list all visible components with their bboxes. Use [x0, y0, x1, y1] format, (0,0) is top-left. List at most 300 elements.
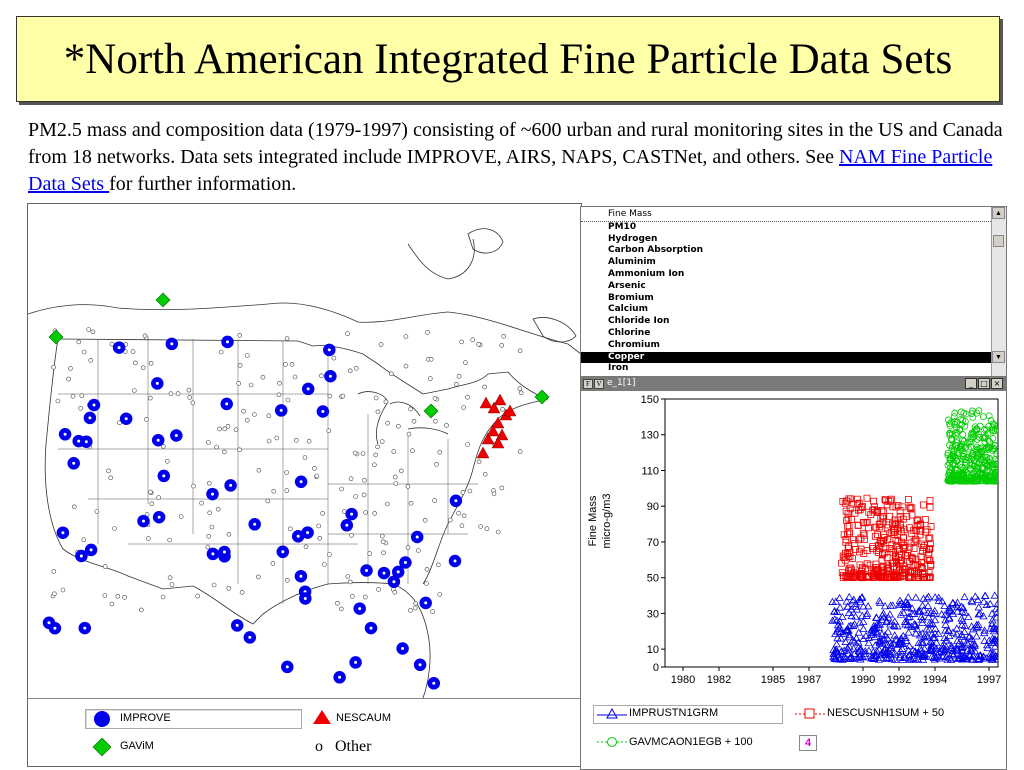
other-site-marker[interactable]	[372, 463, 376, 467]
y-tick-label: 150	[640, 394, 659, 406]
other-site-marker[interactable]	[188, 395, 192, 399]
other-site-marker[interactable]	[267, 414, 271, 418]
other-site-marker[interactable]	[377, 587, 381, 591]
other-site-marker[interactable]	[350, 533, 354, 537]
other-site-marker[interactable]	[200, 501, 204, 505]
other-site-marker[interactable]	[109, 476, 113, 480]
y-tick-label: 10	[646, 644, 659, 657]
improve-site-center	[83, 627, 86, 630]
other-site-marker[interactable]	[346, 575, 350, 579]
other-site-marker[interactable]	[71, 394, 75, 398]
other-site-marker[interactable]	[245, 354, 249, 358]
gavim-site-marker[interactable]	[535, 390, 549, 404]
other-site-marker[interactable]	[468, 489, 472, 493]
other-site-marker[interactable]	[146, 537, 150, 541]
other-site-marker[interactable]	[393, 590, 397, 594]
other-site-marker[interactable]	[133, 361, 137, 365]
other-site-marker[interactable]	[218, 427, 222, 431]
gavim-site-marker[interactable]	[156, 293, 170, 307]
hudson-bay	[408, 239, 474, 279]
other-site-marker[interactable]	[463, 361, 467, 365]
x-tick-label: 1982	[706, 674, 732, 686]
other-site-marker[interactable]	[374, 453, 378, 457]
parameter-list[interactable]	[580, 206, 1007, 378]
other-site-marker[interactable]	[318, 536, 322, 540]
newfoundland	[533, 318, 576, 342]
nescaum-site-marker[interactable]	[480, 397, 492, 408]
other-site-marker[interactable]	[353, 451, 357, 455]
scroll-up-icon[interactable]: ▲	[992, 207, 1005, 219]
other-site-marker[interactable]	[80, 394, 84, 398]
other-site-marker[interactable]	[294, 438, 298, 442]
other-site-marker[interactable]	[327, 429, 331, 433]
other-site-marker[interactable]	[132, 389, 136, 393]
other-site-marker[interactable]	[91, 330, 95, 334]
other-site-marker[interactable]	[79, 406, 83, 410]
other-site-marker[interactable]	[169, 392, 173, 396]
maximize-button[interactable]: □	[978, 378, 990, 389]
other-site-marker[interactable]	[462, 514, 466, 518]
other-site-marker[interactable]	[139, 608, 143, 612]
minimize-button[interactable]: _	[965, 378, 977, 389]
other-site-marker[interactable]	[285, 578, 289, 582]
other-site-marker[interactable]	[457, 511, 461, 515]
list-scrollbar[interactable]	[991, 207, 1006, 377]
close-button[interactable]: ×	[991, 378, 1003, 389]
other-site-marker[interactable]	[350, 594, 354, 598]
other-site-marker[interactable]	[176, 392, 180, 396]
other-site-marker[interactable]	[382, 551, 386, 555]
other-site-marker[interactable]	[328, 394, 332, 398]
other-site-marker[interactable]	[385, 502, 389, 506]
other-site-marker[interactable]	[409, 407, 413, 411]
other-site-marker[interactable]	[411, 449, 415, 453]
other-site-marker[interactable]	[413, 606, 417, 610]
improve-site-center	[170, 342, 173, 345]
other-site-marker[interactable]	[222, 450, 226, 454]
gavim-site-marker[interactable]	[424, 404, 438, 418]
list-item[interactable]: Hydrogen	[608, 233, 658, 244]
list-item[interactable]: Fine Mass	[581, 209, 991, 222]
x-tick-label: 1985	[760, 674, 786, 686]
other-site-marker[interactable]	[240, 590, 244, 594]
other-site-marker[interactable]	[304, 545, 308, 549]
other-site-marker[interactable]	[191, 401, 195, 405]
improve-site-center	[72, 462, 75, 465]
list-item[interactable]: Copper	[581, 352, 991, 364]
coastline	[28, 303, 581, 354]
other-site-marker[interactable]	[234, 428, 238, 432]
other-site-marker[interactable]	[362, 478, 366, 482]
other-site-marker[interactable]	[462, 406, 466, 410]
other-site-marker[interactable]	[149, 361, 153, 365]
improve-site-center	[304, 597, 307, 600]
other-site-marker[interactable]	[328, 553, 332, 557]
list-item[interactable]: Aluminim	[608, 257, 656, 268]
other-site-marker[interactable]	[303, 456, 307, 460]
improve-site-center	[354, 661, 357, 664]
chart-window-titlebar[interactable]	[581, 377, 1006, 391]
other-site-marker[interactable]	[227, 586, 231, 590]
other-site-marker[interactable]	[460, 340, 464, 344]
other-site-marker[interactable]	[283, 362, 287, 366]
other-site-marker[interactable]	[376, 410, 380, 414]
other-site-marker[interactable]	[433, 499, 437, 503]
other-site-marker[interactable]	[409, 608, 413, 612]
other-site-marker[interactable]	[256, 575, 260, 579]
other-site-marker[interactable]	[312, 466, 316, 470]
other-site-marker[interactable]	[207, 481, 211, 485]
other-site-marker[interactable]	[56, 399, 60, 403]
other-site-marker[interactable]	[179, 515, 183, 519]
other-site-marker[interactable]	[492, 492, 496, 496]
other-site-marker[interactable]	[386, 421, 390, 425]
other-site-marker[interactable]	[407, 432, 411, 436]
other-site-marker[interactable]	[215, 445, 219, 449]
other-site-marker[interactable]	[219, 350, 223, 354]
other-site-marker[interactable]	[404, 335, 408, 339]
list-item[interactable]: Iron	[608, 363, 629, 374]
other-site-marker[interactable]	[242, 409, 246, 413]
other-site-marker[interactable]	[95, 510, 99, 514]
other-site-marker[interactable]	[373, 511, 377, 515]
other-site-marker[interactable]	[501, 407, 505, 411]
list-item[interactable]: Ammonium Ion	[608, 268, 685, 279]
other-site-marker[interactable]	[426, 330, 430, 334]
other-site-marker[interactable]	[502, 334, 506, 338]
other-site-marker[interactable]	[237, 381, 241, 385]
other-site-marker[interactable]	[257, 468, 261, 472]
nam-data-sets-link[interactable]: NAM Fine Particle Data Sets	[28, 146, 993, 195]
other-site-marker[interactable]	[519, 391, 523, 395]
other-site-marker[interactable]	[379, 343, 383, 347]
other-site-marker[interactable]	[380, 440, 384, 444]
other-site-marker[interactable]	[445, 423, 449, 427]
other-site-marker[interactable]	[500, 343, 504, 347]
other-site-marker[interactable]	[238, 333, 242, 337]
other-site-marker[interactable]	[409, 501, 413, 505]
scroll-down-icon[interactable]: ▼	[992, 351, 1005, 363]
other-site-marker[interactable]	[335, 601, 339, 605]
improve-site-center	[281, 550, 284, 553]
improve-site-center	[404, 561, 407, 564]
improve-site-center	[211, 493, 214, 496]
other-site-marker[interactable]	[368, 552, 372, 556]
other-site-marker[interactable]	[384, 400, 388, 404]
list-item[interactable]: Chromium	[608, 339, 660, 350]
other-site-marker[interactable]	[271, 561, 275, 565]
other-site-marker[interactable]	[399, 469, 403, 473]
other-site-marker[interactable]	[485, 527, 489, 531]
other-site-marker[interactable]	[483, 385, 487, 389]
other-site-marker[interactable]	[518, 387, 522, 391]
improve-site-center	[253, 523, 256, 526]
improve-site-center	[321, 410, 324, 413]
other-site-marker[interactable]	[249, 383, 253, 387]
other-site-marker[interactable]	[161, 595, 165, 599]
list-item[interactable]: PM10	[608, 221, 637, 232]
other-site-marker[interactable]	[252, 413, 256, 417]
other-site-marker[interactable]	[131, 350, 135, 354]
other-site-marker[interactable]	[423, 518, 427, 522]
other-site-marker[interactable]	[77, 340, 81, 344]
other-site-marker[interactable]	[425, 582, 429, 586]
other-site-marker[interactable]	[479, 525, 483, 529]
x-tick-label: 1997	[976, 674, 1002, 686]
other-site-marker[interactable]	[285, 337, 289, 341]
x-tick-label: 1987	[796, 674, 822, 686]
other-site-marker[interactable]	[461, 490, 465, 494]
other-site-marker[interactable]	[392, 450, 396, 454]
other-site-marker[interactable]	[87, 328, 91, 332]
improve-site-center	[223, 551, 226, 554]
y-tick-label: 30	[646, 608, 659, 621]
other-site-marker[interactable]	[187, 388, 191, 392]
other-site-marker[interactable]	[168, 576, 172, 580]
other-site-marker[interactable]	[340, 487, 344, 491]
other-site-marker[interactable]	[466, 395, 470, 399]
list-item[interactable]: Arsenic	[608, 280, 646, 291]
other-site-marker[interactable]	[349, 477, 353, 481]
other-site-marker[interactable]	[207, 534, 211, 538]
other-site-marker[interactable]	[412, 419, 416, 423]
other-site-marker[interactable]	[433, 396, 437, 400]
y-axis-label-units: micro-g/m3	[601, 493, 613, 549]
other-site-marker[interactable]	[364, 511, 368, 515]
other-site-marker[interactable]	[192, 484, 196, 488]
improve-site-center	[90, 548, 93, 551]
other-site-marker[interactable]	[286, 398, 290, 402]
other-site-marker[interactable]	[52, 365, 56, 369]
other-site-marker[interactable]	[148, 396, 152, 400]
other-site-marker[interactable]	[89, 358, 93, 362]
site-map-panel[interactable]	[27, 203, 582, 767]
other-site-marker[interactable]	[285, 489, 289, 493]
improve-legend-box	[85, 709, 302, 729]
other-site-marker[interactable]	[341, 394, 345, 398]
improve-site-center	[345, 524, 348, 527]
y-tick-label: 110	[641, 465, 659, 478]
other-site-marker[interactable]	[518, 349, 522, 353]
x-tick-label: 1980	[670, 674, 696, 686]
improve-site-center	[211, 552, 214, 555]
map-legend	[28, 698, 581, 767]
other-site-marker[interactable]	[82, 538, 86, 542]
other-site-marker[interactable]	[406, 484, 410, 488]
other-site-marker[interactable]	[428, 377, 432, 381]
improve-site-center	[370, 627, 373, 630]
list-item[interactable]: Bromium	[608, 292, 654, 303]
other-site-marker[interactable]	[389, 372, 393, 376]
other-site-marker[interactable]	[381, 540, 385, 544]
other-site-marker[interactable]	[348, 369, 352, 373]
other-site-marker[interactable]	[362, 493, 366, 497]
other-site-marker[interactable]	[206, 545, 210, 549]
other-site-marker[interactable]	[143, 334, 147, 338]
other-site-marker[interactable]	[416, 549, 420, 553]
state-borders	[58, 339, 478, 604]
other-site-marker[interactable]	[438, 593, 442, 597]
other-site-marker[interactable]	[227, 532, 231, 536]
other-site-marker[interactable]	[149, 490, 153, 494]
other-site-marker[interactable]	[406, 546, 410, 550]
other-site-marker[interactable]	[321, 511, 325, 515]
other-site-marker[interactable]	[429, 357, 433, 361]
other-site-marker[interactable]	[168, 538, 172, 542]
other-site-marker[interactable]	[238, 448, 242, 452]
improve-site-center	[77, 440, 80, 443]
other-site-marker[interactable]	[123, 595, 127, 599]
other-site-marker[interactable]	[82, 350, 86, 354]
list-item[interactable]: Carbon Absorption	[608, 245, 704, 256]
other-site-marker[interactable]	[363, 595, 367, 599]
other-site-marker[interactable]	[206, 441, 210, 445]
other-site-marker[interactable]	[317, 524, 321, 528]
nescaum-site-marker[interactable]	[494, 394, 506, 405]
other-site-marker[interactable]	[277, 393, 281, 397]
other-site-marker[interactable]	[288, 527, 292, 531]
other-site-marker[interactable]	[208, 511, 212, 515]
other-site-marker[interactable]	[374, 396, 378, 400]
intro-text: PM2.5 mass and composition data (1979-1997) consisting of ~600 urban and rural monitoring sites in the US and Canada from 18 networks. Data sets integrated include IMPROVE, AIRS, NAPS, CASTNet, and others. See	[28, 119, 1003, 168]
other-site-marker[interactable]	[457, 374, 461, 378]
view-icon[interactable]: V	[594, 379, 604, 389]
other-site-marker[interactable]	[319, 374, 323, 378]
other-site-marker[interactable]	[110, 602, 114, 606]
other-site-marker[interactable]	[436, 563, 440, 567]
other-site-marker[interactable]	[435, 462, 439, 466]
other-site-marker[interactable]	[322, 563, 326, 567]
scroll-thumb[interactable]	[993, 235, 1004, 247]
other-site-marker[interactable]	[396, 424, 400, 428]
improve-site-center	[416, 536, 419, 539]
other-site-marker[interactable]	[376, 445, 380, 449]
other-site-marker[interactable]	[500, 486, 504, 490]
chart-window[interactable]	[580, 376, 1007, 770]
other-site-marker[interactable]	[141, 366, 145, 370]
other-site-marker[interactable]	[332, 356, 336, 360]
other-site-marker[interactable]	[425, 567, 429, 571]
other-site-marker[interactable]	[477, 342, 481, 346]
other-site-marker[interactable]	[483, 472, 487, 476]
other-site-marker[interactable]	[61, 588, 65, 592]
other-site-marker[interactable]	[52, 569, 56, 573]
other-site-marker[interactable]	[210, 525, 214, 529]
other-site-marker[interactable]	[116, 594, 120, 598]
other-site-marker[interactable]	[339, 607, 343, 611]
y-tick-label: 70	[646, 536, 659, 549]
list-item[interactable]: Calcium	[608, 304, 648, 315]
other-site-marker[interactable]	[144, 417, 148, 421]
other-site-marker[interactable]	[471, 338, 475, 342]
improve-site-center	[53, 627, 56, 630]
other-site-marker[interactable]	[354, 366, 358, 370]
other-site-marker[interactable]	[315, 474, 319, 478]
other-site-marker[interactable]	[293, 375, 297, 379]
improve-site-center	[225, 402, 228, 405]
other-site-marker[interactable]	[67, 377, 71, 381]
other-site-marker[interactable]	[103, 594, 107, 598]
improve-site-center	[158, 516, 161, 519]
other-site-marker[interactable]	[196, 594, 200, 598]
y-tick-label: 50	[646, 572, 659, 585]
other-site-marker[interactable]	[272, 489, 276, 493]
other-site-marker[interactable]	[165, 459, 169, 463]
other-site-marker[interactable]	[393, 475, 397, 479]
improve-site-center	[64, 433, 67, 436]
other-site-marker[interactable]	[150, 502, 154, 506]
improve-site-center	[424, 601, 427, 604]
y-axis-label: Fine Mass	[587, 495, 599, 547]
other-site-marker[interactable]	[361, 452, 365, 456]
other-site-marker[interactable]	[404, 364, 408, 368]
other-site-marker[interactable]	[113, 527, 117, 531]
other-site-marker[interactable]	[278, 381, 282, 385]
other-site-marker[interactable]	[52, 592, 56, 596]
parameter-list-items[interactable]	[581, 209, 991, 375]
other-site-marker[interactable]	[354, 495, 358, 499]
other-site-marker[interactable]	[307, 439, 311, 443]
other-site-marker[interactable]	[238, 363, 242, 367]
other-site-marker[interactable]	[346, 332, 350, 336]
improve-site-center	[358, 607, 361, 610]
other-site-marker[interactable]	[267, 439, 271, 443]
list-item[interactable]: Chloride Ion	[608, 316, 670, 327]
window-menu-icon[interactable]: F	[583, 379, 593, 389]
other-site-marker[interactable]	[245, 418, 249, 422]
other-site-marker[interactable]	[212, 583, 216, 587]
list-item[interactable]: Chlorine	[608, 327, 651, 338]
other-site-marker[interactable]	[431, 610, 435, 614]
other-site-marker[interactable]	[466, 443, 470, 447]
other-site-marker[interactable]	[72, 505, 76, 509]
fine-mass-chart[interactable]	[581, 391, 1006, 697]
site-markers	[44, 293, 550, 689]
gavim-site-marker[interactable]	[49, 330, 63, 344]
other-site-marker[interactable]	[266, 499, 270, 503]
other-site-marker[interactable]	[107, 469, 111, 473]
other-site-marker[interactable]	[454, 382, 458, 386]
other-site-marker[interactable]	[285, 471, 289, 475]
other-site-marker[interactable]	[275, 436, 279, 440]
other-site-marker[interactable]	[518, 450, 522, 454]
other-site-marker[interactable]	[448, 518, 452, 522]
other-site-marker[interactable]	[414, 601, 418, 605]
other-site-marker[interactable]	[477, 460, 481, 464]
other-site-marker[interactable]	[438, 450, 442, 454]
other-site-marker[interactable]	[103, 565, 107, 569]
other-site-marker[interactable]	[223, 427, 227, 431]
other-site-marker[interactable]	[394, 482, 398, 486]
page-badge[interactable]: 4	[799, 735, 817, 751]
other-site-marker[interactable]	[348, 580, 352, 584]
other-marker-icon: o	[315, 738, 323, 755]
other-site-marker[interactable]	[157, 496, 161, 500]
legend-improve: IMPROVE	[120, 712, 171, 724]
other-site-marker[interactable]	[433, 419, 437, 423]
other-site-marker[interactable]	[68, 366, 72, 370]
other-site-marker[interactable]	[496, 530, 500, 534]
other-site-marker[interactable]	[261, 375, 265, 379]
page-title: *North American Integrated Fine Particle Data Sets	[63, 35, 953, 83]
other-site-marker[interactable]	[170, 583, 174, 587]
north-america-map[interactable]	[28, 204, 581, 698]
other-site-marker[interactable]	[460, 524, 464, 528]
other-site-marker[interactable]	[216, 507, 220, 511]
other-site-marker[interactable]	[290, 362, 294, 366]
us-outline	[45, 339, 430, 698]
other-site-marker[interactable]	[380, 534, 384, 538]
